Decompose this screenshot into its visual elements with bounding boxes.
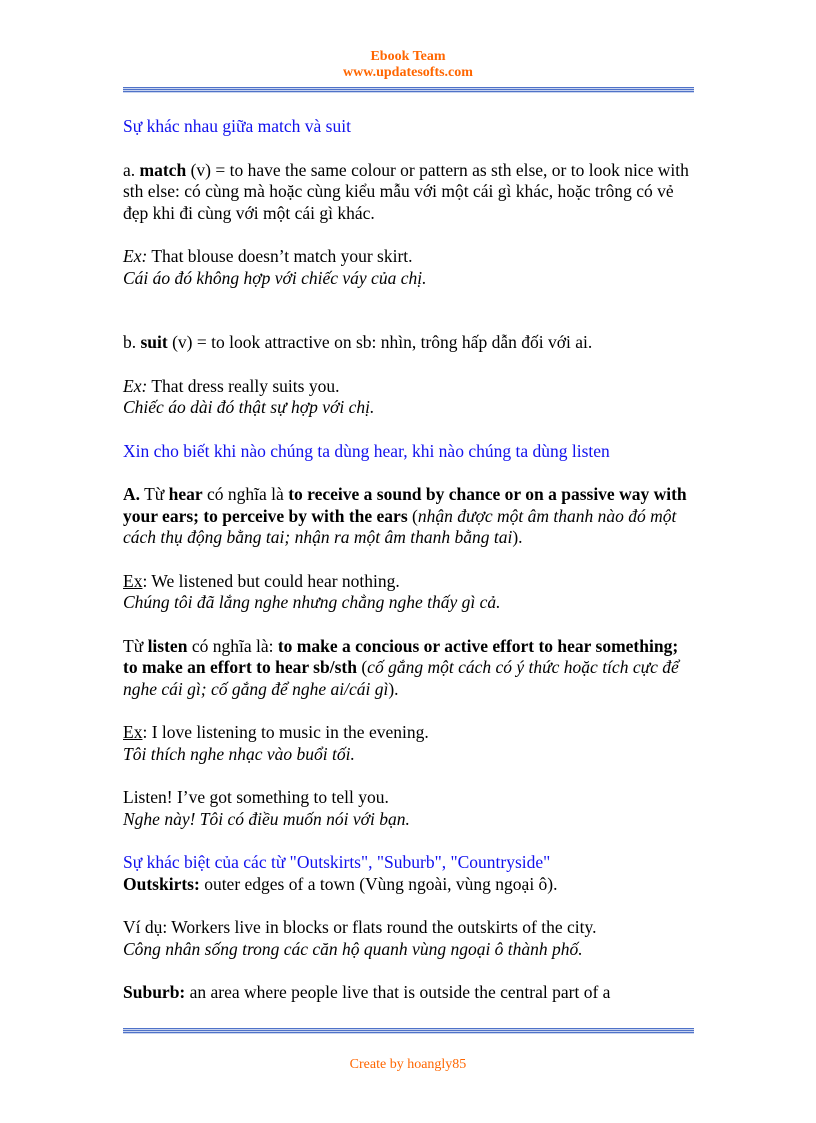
example-suit: Ex: That dress really suits you.	[123, 375, 340, 396]
section-heading-hear-listen: Xin cho biết khi nào chúng ta dùng hear, khi nào chúng ta dùng listen	[123, 440, 610, 461]
term-hear: hear	[168, 484, 203, 504]
example-listen-2: Listen! I’ve got something to tell you.	[123, 787, 389, 807]
header-divider	[123, 87, 694, 93]
definition-suburb: Suburb: an area where people live that is outside the central part of a	[123, 982, 611, 1002]
term-suit: suit	[140, 332, 168, 352]
header-title: Ebook Team	[370, 49, 446, 64]
section-heading-outskirts: Sự khác biệt của các từ "Outskirts", "Suburb", "Countryside"	[123, 852, 551, 872]
meaning-hear: to receive a sound by chance or on a passive way with your ears; to perceive by with the ears	[123, 484, 687, 526]
example-outskirts: Ví dụ: Workers live in blocks or flats round the outskirts of the city.	[123, 917, 597, 937]
ex-label: Ex:	[123, 246, 148, 266]
footer-divider	[123, 1028, 694, 1034]
header-url: www.updatesofts.com	[343, 65, 473, 80]
example-hear: Ex: We listened but could hear nothing.	[123, 570, 400, 591]
page-header	[0, 49, 816, 81]
example-listen-2-translation: Nghe này! Tôi có điều muốn nói với bạn.	[123, 808, 410, 829]
term-suburb: Suburb:	[123, 982, 186, 1002]
meaning-listen-vn: cố gắng một cách có ý thức hoặc tích cực để nghe cái gì; cố gắng để nghe ai/cái gì	[123, 657, 679, 699]
definition-hear: A. Từ hear có nghĩa là to receive a sound by chance or on a passive way with your ears; to perceive by with the ears (nhận được một âm thanh nào đó một cách thụ động bằng tai; nhận ra một âm thanh bằng tai).	[123, 484, 687, 547]
ex-label: Ex	[123, 722, 143, 742]
ex-label: Ex	[123, 570, 143, 591]
meaning-listen: to make a concious or active effort to hear something; to make an effort to hear sb/sth	[123, 635, 679, 677]
section-heading-match-suit: Sự khác nhau giữa match và suit	[123, 116, 351, 136]
example-listen-translation: Tôi thích nghe nhạc vào buổi tối.	[123, 743, 355, 764]
term-listen: listen	[147, 635, 188, 656]
definition-suit: b. suit (v) = to look attractive on sb: nhìn, trông hấp dẫn đối với ai.	[123, 332, 593, 352]
page-footer: Create by hoangly85	[349, 1057, 467, 1072]
example-match: Ex: That blouse doesn’t match your skirt.	[123, 246, 413, 266]
ex-label: Ex:	[123, 375, 148, 396]
example-match-translation: Cái áo đó không hợp với chiếc váy của chị.	[123, 267, 427, 288]
definition-match: a. match (v) = to have the same colour or pattern as sth else, or to look nice with sth else: có cùng mà hoặc cùng kiểu mẫu với một cái gì khác, hoặc trông có vẻ đẹp khi đi cùng với một cái gì khác.	[123, 159, 689, 223]
example-suit-translation: Chiếc áo dài đó thật sự hợp với chị.	[123, 397, 375, 417]
definition-outskirts: Outskirts: outer edges of a town (Vùng ngoài, vùng ngoại ô).	[123, 873, 558, 894]
term-match: match	[139, 159, 187, 180]
example-listen: Ex: I love listening to music in the evening.	[123, 722, 429, 742]
example-outskirts-translation: Công nhân sống trong các căn hộ quanh vùng ngoại ô thành phố.	[123, 938, 583, 959]
meaning-hear-vn: nhận được một âm thanh nào đó một cách thụ động bằng tai; nhận ra một âm thanh bằng tai	[123, 505, 677, 547]
definition-listen: Từ listen có nghĩa là: to make a concious or active effort to hear something; to make an effort to hear sb/sth (cố gắng một cách có ý thức hoặc tích cực để nghe cái gì; cố gắng để nghe ai/cái gì).	[123, 635, 679, 699]
document-body	[123, 116, 695, 1004]
example-hear-translation: Chúng tôi đã lắng nghe nhưng chẳng nghe thấy gì cả.	[123, 592, 501, 612]
term-outskirts: Outskirts:	[123, 873, 200, 894]
